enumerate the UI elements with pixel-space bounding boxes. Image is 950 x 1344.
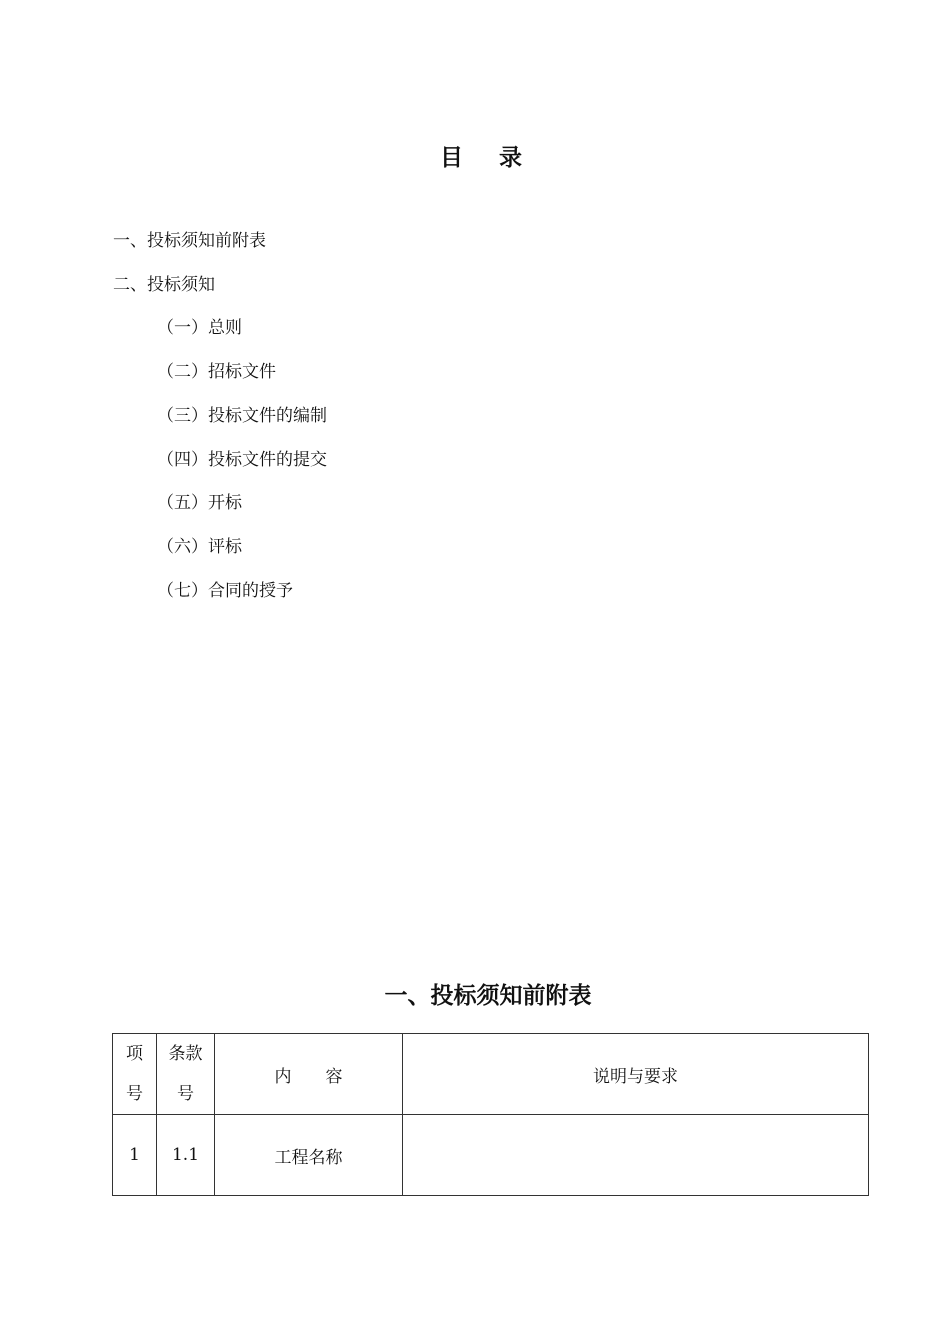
cell-item-no: 1: [113, 1115, 157, 1196]
toc-item[interactable]: 一、投标须知前附表: [113, 231, 266, 251]
toc-item[interactable]: （五）开标: [157, 493, 242, 513]
toc-title: 目 录: [439, 144, 536, 171]
toc-item[interactable]: （二）招标文件: [157, 362, 276, 382]
toc-item[interactable]: （三）投标文件的编制: [157, 406, 327, 426]
table-row: [113, 1115, 869, 1196]
appendix-title: 一、投标须知前附表: [384, 982, 592, 1009]
toc-item[interactable]: 二、投标须知: [113, 275, 215, 295]
toc-item[interactable]: （一）总则: [157, 318, 242, 338]
header-item-no: 项 号: [113, 1034, 157, 1115]
header-clause-no: 条款 号: [157, 1034, 215, 1115]
cell-content: 工程名称: [215, 1115, 403, 1196]
appendix-table: [112, 1033, 869, 1196]
header-description: 说明与要求: [403, 1034, 869, 1115]
toc-item[interactable]: （七）合同的授予: [157, 581, 293, 601]
header-content: 内 容: [215, 1034, 403, 1115]
toc-item[interactable]: （四）投标文件的提交: [157, 450, 327, 470]
toc-item[interactable]: （六）评标: [157, 537, 242, 557]
cell-description: [403, 1115, 869, 1196]
table-header-row: [113, 1034, 869, 1115]
cell-clause: 1.1: [157, 1115, 215, 1196]
